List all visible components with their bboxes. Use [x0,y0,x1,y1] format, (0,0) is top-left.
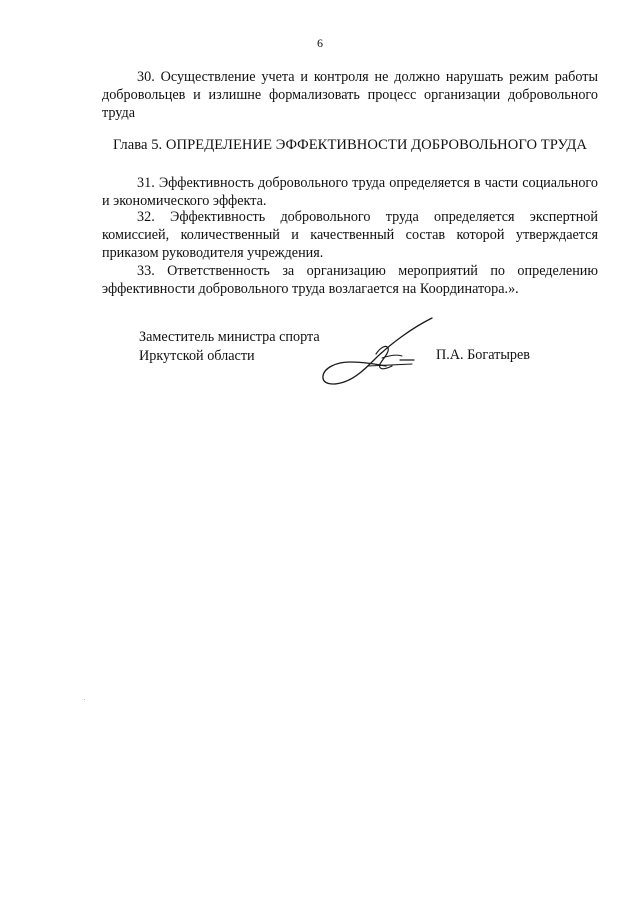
handwritten-signature [316,314,446,394]
signer-name: П.А. Богатырев [436,347,530,363]
signer-position-line2: Иркутской области [139,348,255,364]
chapter-title: Глава 5. ОПРЕДЕЛЕНИЕ ЭФФЕКТИВНОСТИ ДОБРОВОЛЬНОГО ТРУДА [112,137,588,153]
signer-position [139,328,320,366]
paragraph-31: 31. Эффективность добровольного труда определяется в части социального и экономического эффекта. [102,175,598,209]
scan-speck [84,699,85,700]
paragraph-33: 33. Ответственность за организацию мероприятий по определению эффективности добровольного труда возлагается на Координатора.». [102,263,598,297]
paragraph-30: 30. Осуществление учета и контроля не должно нарушать режим работы добровольцев и излишне формализовать процесс организации добровольного труда [102,69,598,121]
page-number: 6 [317,36,323,50]
signer-position-line1: Заместитель министра спорта [139,329,320,345]
paragraph-32: 32. Эффективность добровольного труда определяется экспертной комиссией, количественный и качественный состав которой утверждается приказом руководителя учреждения. [102,209,598,261]
